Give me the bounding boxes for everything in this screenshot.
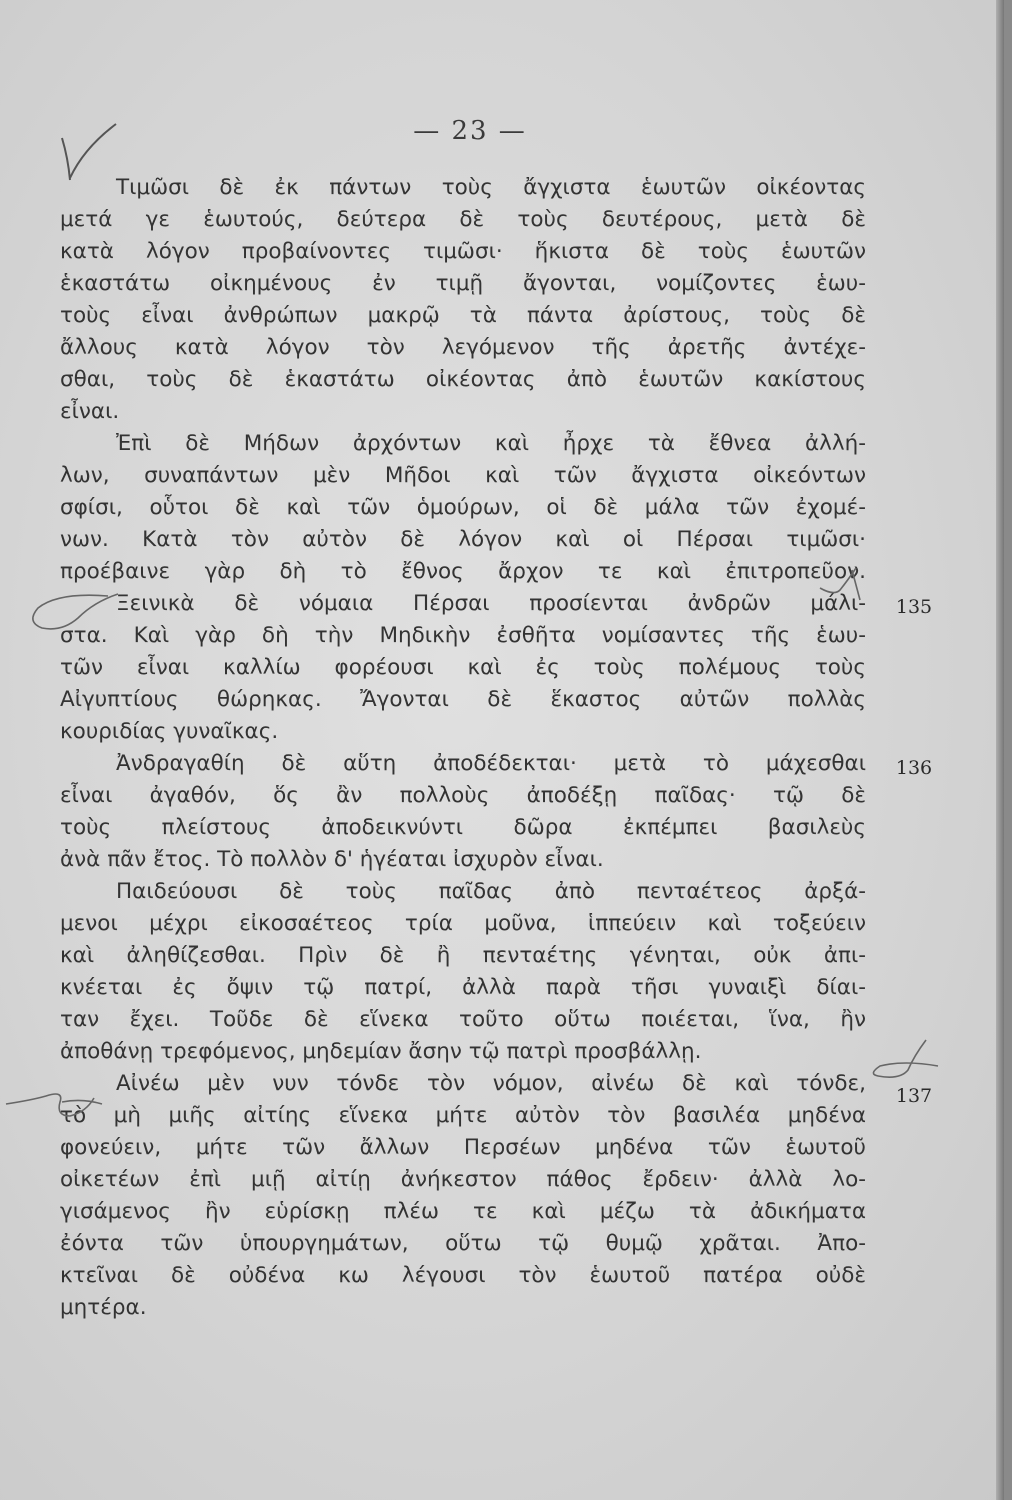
text-line: ἀνὰ πᾶν ἔτος. Τὸ πολλὸν δ' ἡγέαται ἰσχυρὸν εἶναι. <box>60 847 604 872</box>
paragraph <box>60 172 866 1324</box>
text-line: ἑκαστάτω οἰκημένους ἐν τιμῇ ἄγονται, νομίζοντες ἑωυ- <box>60 271 866 296</box>
text-line: οἰκετέων ἐπὶ μιῇ αἰτίῃ ἀνήκεστον πάθος ἔρδειν· ἀλλὰ λο- <box>60 1167 866 1192</box>
text-line: τὸ μὴ μιῆς αἰτίης εἵνεκα μήτε αὐτὸν τὸν βασιλέα μηδένα <box>60 1103 866 1128</box>
text-line: Παιδεύουσι δὲ τοὺς παῖδας ἀπὸ πενταέτεος ἀρξά- <box>116 879 866 904</box>
page-number: — 23 — <box>413 116 527 146</box>
text-line: ἄλλους κατὰ λόγον τὸν λεγόμενον τῆς ἀρετῆς ἀντέχε- <box>60 335 866 360</box>
text-line: ταν ἔχει. Τοῦδε δὲ εἵνεκα τοῦτο οὕτω ποιέεται, ἵνα, ἢν <box>60 1007 866 1032</box>
text-line: μετά γε ἑωυτούς, δεύτερα δὲ τοὺς δευτέρους, μετὰ δὲ <box>60 207 866 232</box>
text-line: Αἰνέω μὲν νυν τόνδε τὸν νόμον, αἰνέω δὲ καὶ τόνδε, <box>116 1071 866 1096</box>
text-line: Αἰγυπτίους θώρηκας. Ἄγονται δὲ ἕκαστος αὐτῶν πολλὰς <box>60 687 866 712</box>
text-line: ἐόντα τῶν ὑπουργημάτων, οὕτω τῷ θυμῷ χρᾶται. Ἀπο- <box>60 1231 866 1256</box>
text-line: γισάμενος ἢν εὑρίσκῃ πλέω τε καὶ μέζω τὰ ἀδικήματα <box>60 1199 866 1224</box>
text-line: Ἐπὶ δὲ Μήδων ἀρχόντων καὶ ἦρχε τὰ ἔθνεα ἀλλή- <box>116 431 866 456</box>
pencil-mark-icon <box>864 1036 944 1086</box>
page-edge <box>996 0 1004 1500</box>
text-line: προέβαινε γὰρ δὴ τὸ ἔθνος ἄρχον τε καὶ ἐπιτροπεῦον. <box>60 559 866 584</box>
text-line: κουριδίας γυναῖκας. <box>60 719 279 744</box>
text-line: Ξεινικὰ δὲ νόμαια Πέρσαι προσίενται ἀνδρῶν μάλι- <box>116 591 866 616</box>
text-line: λων, συναπάντων μὲν Μῆδοι καὶ τῶν ἄγχιστα οἰκεόντων <box>60 463 866 488</box>
section-number: 137 <box>895 1085 933 1107</box>
text-line: εἶναι. <box>60 399 120 424</box>
text-line: κτεῖναι δὲ οὐδένα κω λέγουσι τὸν ἑωυτοῦ πατέρα οὐδὲ <box>60 1263 866 1288</box>
text-line: Ἀνδραγαθίη δὲ αὕτη ἀποδέδεκται· μετὰ τὸ μάχεσθαι <box>116 751 866 776</box>
section-number: 135 <box>895 596 933 618</box>
text-line: ἀποθάνῃ τρεφόμενος, μηδεμίαν ἄσην τῷ πατρὶ προσβάλλῃ. <box>60 1039 702 1064</box>
text-line: μητέρα. <box>60 1295 147 1320</box>
text-line: νων. Κατὰ τὸν αὐτὸν δὲ λόγον καὶ οἱ Πέρσαι τιμῶσι· <box>60 527 866 552</box>
text-line: εἶναι ἀγαθόν, ὅς ἂν πολλοὺς ἀποδέξῃ παῖδας· τῷ δὲ <box>60 783 866 808</box>
text-line: μενοι μέχρι εἰκοσαέτεος τρία μοῦνα, ἱππεύειν καὶ τοξεύειν <box>60 911 866 936</box>
text-line: τῶν εἶναι καλλίω φορέουσι καὶ ἐς τοὺς πολέμους τοὺς <box>60 655 866 680</box>
text-line: σφίσι, οὗτοι δὲ καὶ τῶν ὁμούρων, οἱ δὲ μάλα τῶν ἐχομέ- <box>60 495 866 520</box>
text-line: φονεύειν, μήτε τῶν ἄλλων Περσέων μηδένα τῶν ἑωυτοῦ <box>60 1135 866 1160</box>
section-number: 136 <box>895 757 933 779</box>
text-line: Τιμῶσι δὲ ἐκ πάντων τοὺς ἄγχιστα ἑωυτῶν οἰκέοντας <box>116 175 866 200</box>
text-line: τοὺς πλείστους ἀποδεικνύντι δῶρα ἐκπέμπει βασιλεὺς <box>60 815 866 840</box>
text-line: καὶ ἀληθίζεσθαι. Πρὶν δὲ ἢ πενταέτης γένηται, οὐκ ἀπι- <box>60 943 866 968</box>
text-line: σθαι, τοὺς δὲ ἑκαστάτω οἰκέοντας ἀπὸ ἑωυτῶν κακίστους <box>60 367 866 392</box>
text-line: στα. Καὶ γὰρ δὴ τὴν Μηδικὴν ἐσθῆτα νομίσαντες τῆς ἑωυ- <box>60 623 866 648</box>
text-line: κνέεται ἐς ὄψιν τῷ πατρί, ἀλλὰ παρὰ τῆσι γυναιξὶ δίαι- <box>60 975 866 1000</box>
text-line: τοὺς εἶναι ἀνθρώπων μακρῷ τὰ πάντα ἀρίστους, τοὺς δὲ <box>60 303 866 328</box>
text-line: κατὰ λόγον προβαίνοντες τιμῶσι· ἥκιστα δὲ τοὺς ἑωυτῶν <box>60 239 866 264</box>
